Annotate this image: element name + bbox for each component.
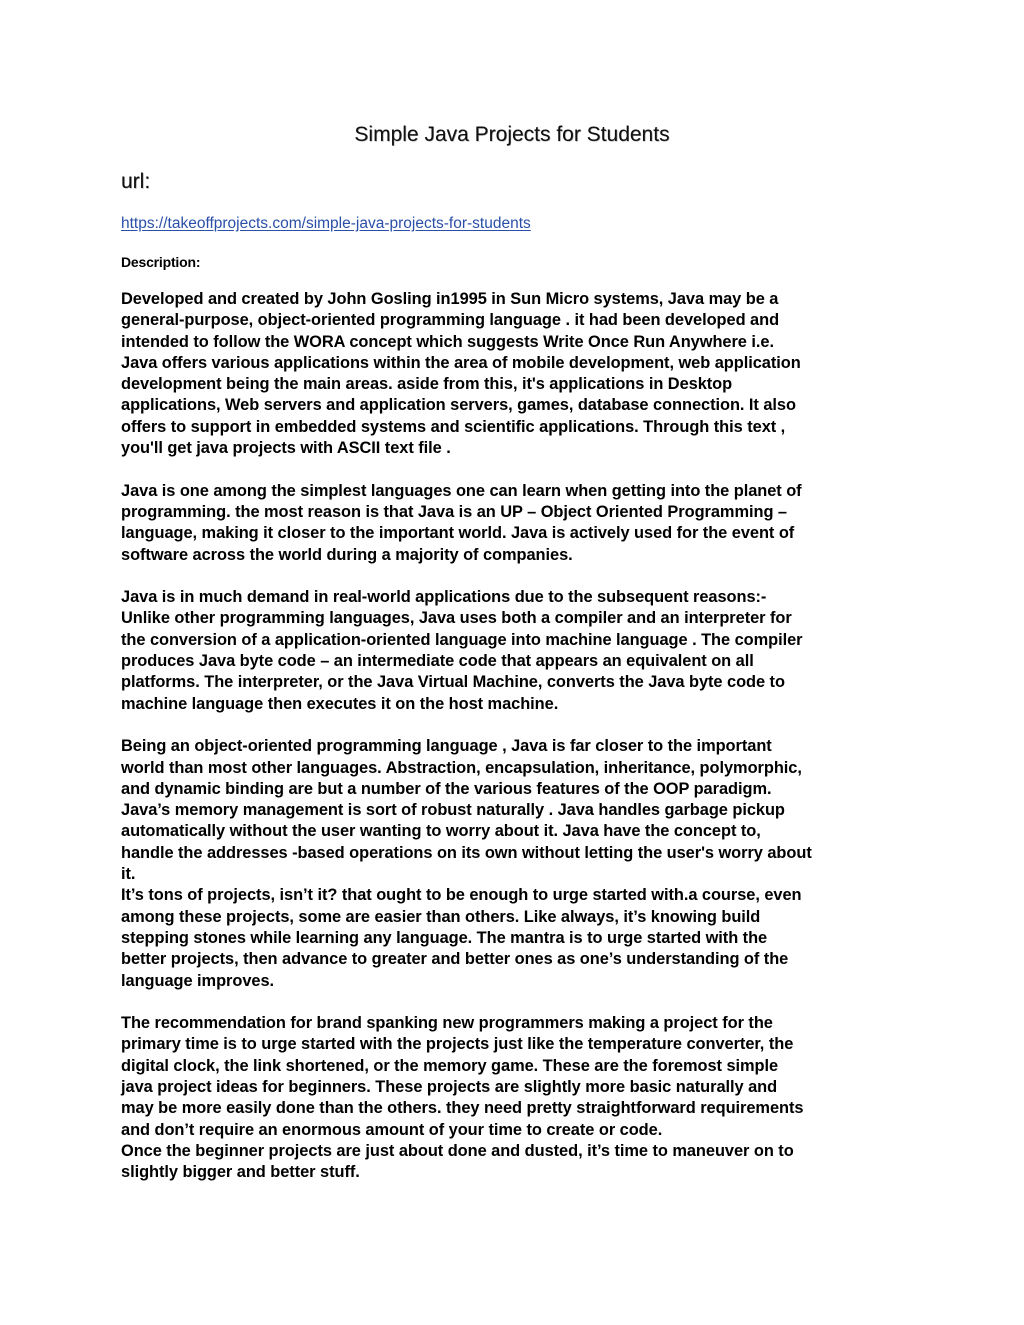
- paragraph-line: Unlike other programming languages, Java uses both a compiler and an interpreter for: [121, 609, 792, 628]
- paragraph: [121, 736, 911, 992]
- paragraph-line: it.: [121, 865, 136, 884]
- paragraph-line: Java is one among the simplest languages one can learn when getting into the planet of: [121, 481, 802, 500]
- paragraph: [121, 289, 911, 459]
- paragraph-line: applications, Web servers and application servers, games, database connection. It also: [121, 396, 796, 415]
- paragraph: [121, 1013, 911, 1183]
- paragraph-line: better projects, then advance to greater and better ones as one’s understanding of the: [121, 950, 789, 969]
- paragraph-line: handle the addresses -based operations on its own without letting the user's worry about: [121, 843, 812, 862]
- paragraph-line: and dynamic binding are but a number of the various features of the OOP paradigm.: [121, 779, 772, 798]
- page-title: Simple Java Projects for Students: [354, 123, 670, 146]
- paragraph-line: and don’t require an enormous amount of your time to create or code.: [121, 1120, 663, 1139]
- paragraph-line: development being the main areas. aside from this, it's applications in Desktop: [121, 375, 733, 394]
- paragraph-line: The recommendation for brand spanking new programmers making a project for the: [121, 1014, 773, 1033]
- source-url-link[interactable]: https://takeoffprojects.com/simple-java-projects-for-students: [121, 215, 531, 232]
- paragraph-line: It’s tons of projects, isn’t it? that ought to be enough to urge started with.a course, even: [121, 886, 802, 905]
- paragraph-line: among these projects, some are easier than others. Like always, it’s knowing build: [121, 907, 761, 926]
- paragraph-line: platforms. The interpreter, or the Java Virtual Machine, converts the Java byte code to: [121, 673, 785, 692]
- paragraph-line: general-purpose, object-oriented programming language . it had been developed and: [121, 311, 780, 330]
- paragraph-line: may be more easily done than the others. they need pretty straightforward requirements: [121, 1099, 804, 1118]
- paragraph-line: the conversion of a application-oriented language into machine language . The compiler: [121, 630, 803, 649]
- paragraph-line: offers to support in embedded systems and scientific applications. Through this text ,: [121, 417, 786, 436]
- paragraph-line: digital clock, the link shortened, or the memory game. These are the foremost simple: [121, 1056, 779, 1075]
- paragraph-line: Java offers various applications within the area of mobile development, web application: [121, 353, 801, 372]
- paragraph-line: java project ideas for beginners. These projects are slightly more basic naturally and: [121, 1077, 778, 1096]
- paragraph-line: machine language then executes it on the host machine.: [121, 694, 559, 713]
- paragraph-line: programming. the most reason is that Java is an UP – Object Oriented Programming –: [121, 502, 787, 521]
- description-body: [121, 289, 911, 1205]
- paragraph-line: produces Java byte code – an intermediate code that appears an equivalent on all: [121, 652, 754, 671]
- paragraph-line: automatically without the user wanting to worry about it. Java have the concept to,: [121, 822, 761, 841]
- paragraph-line: Java is in much demand in real-world applications due to the subsequent reasons:-: [121, 588, 767, 607]
- url-label: url:: [121, 170, 151, 193]
- paragraph-line: stepping stones while learning any language. The mantra is to urge started with the: [121, 928, 768, 947]
- paragraph-line: you'll get java projects with ASCII text file .: [121, 439, 451, 458]
- paragraph-line: Once the beginner projects are just about done and dusted, it’s time to maneuver on to: [121, 1141, 794, 1160]
- paragraph-line: slightly bigger and better stuff.: [121, 1163, 360, 1182]
- paragraph-line: Developed and created by John Gosling in1995 in Sun Micro systems, Java may be a: [121, 290, 779, 308]
- paragraph-line: Being an object-oriented programming language , Java is far closer to the important: [121, 737, 772, 756]
- paragraph-line: Java’s memory management is sort of robust naturally . Java handles garbage pickup: [121, 801, 785, 820]
- paragraph: [121, 587, 911, 715]
- paragraph-line: software across the world during a majority of companies.: [121, 545, 573, 564]
- paragraph: [121, 481, 911, 566]
- paragraph-line: world than most other languages. Abstraction, encapsulation, inheritance, polymorphic,: [121, 758, 802, 777]
- description-label: Description:: [121, 254, 201, 270]
- paragraph-line: primary time is to urge started with the projects just like the temperature converter, the: [121, 1035, 794, 1054]
- paragraph-line: language improves.: [121, 971, 275, 990]
- paragraph-line: language, making it closer to the important world. Java is actively used for the event of: [121, 524, 795, 543]
- paragraph-line: intended to follow the WORA concept which suggests Write Once Run Anywhere i.e.: [121, 332, 774, 351]
